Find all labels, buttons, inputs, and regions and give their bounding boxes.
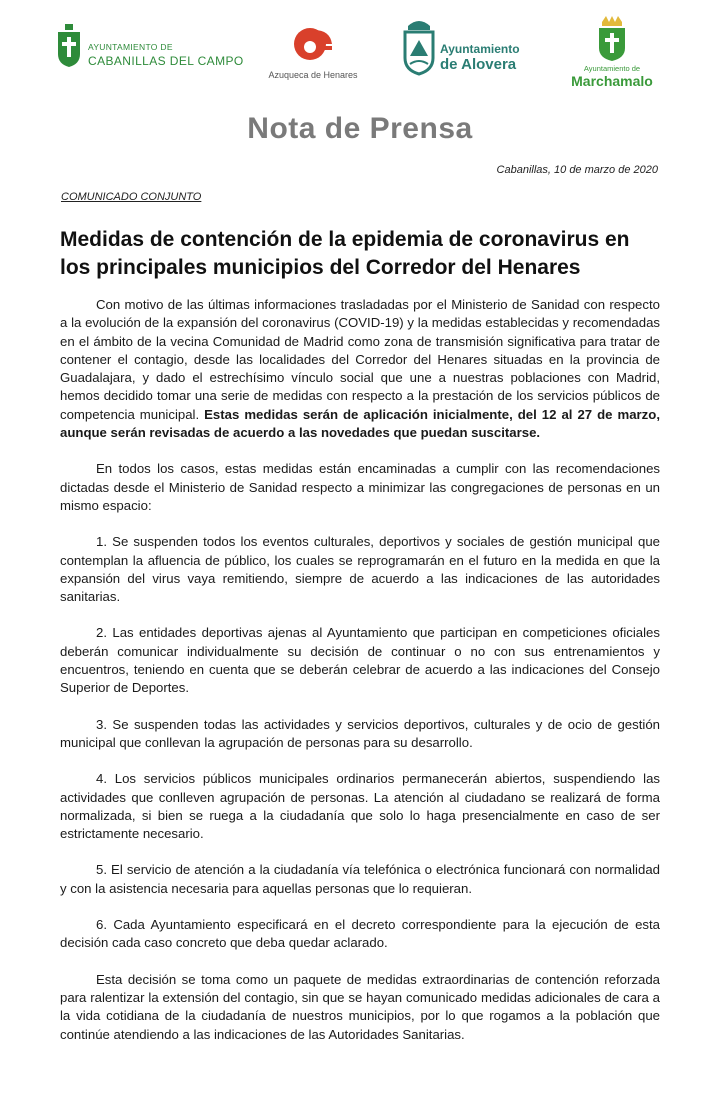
alovera-logo <box>402 16 532 82</box>
measure-paragraph: 4. Los servicios públicos municipales ordinarios permanecerán abiertos, suspendiendo las actividades que conlleven agrupación de personas. La atención al ciudadano se realizará de forma normalizada, si bien se ruega a la ciudadanía que solo lo haga presencialmente en caso de ser estrictamente necesario. <box>60 771 660 842</box>
closing-paragraph: Esta decisión se toma como un paquete de medidas extraordinarias de contención reforzada para ralentizar la extensión del contagio, sin que se hayan comunicado medidas adicionales de cara a la vida cotidiana de la ciudadanía de nuestros municipios, por lo que rogamos a la población que continúe atendiendo a las indicaciones de las Autoridades Sanitarias. <box>60 971 660 1042</box>
marchamalo-logo-line2: Marchamalo <box>571 73 653 89</box>
measure-paragraph: 1. Se suspenden todos los eventos culturales, deportivos y sociales de gestión municipal que contemplan la afluencia de público, los cuales se reprogramarán en el futuro en la medida en que la expansión del virus vaya remitiendo, siempre de acuerdo a las indicaciones de las autoridades sanitarias. <box>60 534 660 605</box>
alovera-logo-line2: de Alovera <box>440 56 517 73</box>
communique-label: COMUNICADO CONJUNTO <box>61 191 202 203</box>
intro-paragraph <box>60 296 660 442</box>
document-date: Cabanillas, 10 de marzo de 2020 <box>496 164 658 176</box>
header-logos <box>0 14 720 94</box>
alovera-logo-line1: Ayuntamiento <box>440 42 520 56</box>
marchamalo-logo-line1: Ayuntamiento de <box>583 64 641 73</box>
marchamalo-logo <box>560 16 664 92</box>
intro-text: Con motivo de las últimas informaciones trasladadas por el Ministerio de Sanidad con respecto a la evolución de la expansión del coronavirus (COVID-19) y la medidas establecidas y recomendadas en el ámbito de la vecina Comunidad de Madrid como zona de transmisión significativa para tratar de contener el contagio, desde las localidades del Corredor del Henares situadas en la provincia de Guadalajara, y dado el estrechísimo vínculo social que une a nuestras poblaciones con Madrid, hemos decidido tomar una serie de medidas con respecto a la prestación de los servicios públicos de competencia municipal. <box>60 297 660 422</box>
alovera-shield-icon <box>402 16 436 76</box>
cabanillas-shield-icon <box>56 24 82 68</box>
paragraph: En todos los casos, estas medidas están encaminadas a cumplir con las recomendaciones dictadas desde el Ministerio de Sanidad respecto a minimizar las congregaciones de personas en un mismo espacio: <box>60 461 660 513</box>
cabanillas-logo <box>56 24 246 76</box>
intro-bold-text: Estas medidas serán de aplicación inicialmente, del 12 al 27 de marzo, aunque serán revisadas de acuerdo a las novedades que puedan suscitarse. <box>60 406 660 441</box>
azuqueca-logo <box>258 26 368 82</box>
headline: Medidas de contención de la epidemia de coronavirus en los principales municipios del Corredor del Henares <box>60 228 630 279</box>
cabanillas-logo-line2: CABANILLAS DEL CAMPO <box>88 54 244 68</box>
azuqueca-logo-text: Azuqueca de Henares <box>268 70 358 80</box>
azuqueca-mark-icon <box>292 26 334 64</box>
measure-paragraph: 5. El servicio de atención a la ciudadanía vía telefónica o electrónica funcionará con normalidad y con la asistencia necesaria para aquellas personas que lo requieran. <box>60 862 660 896</box>
page-title: Nota de Prensa <box>247 112 473 145</box>
measure-paragraph: 3. Se suspenden todas las actividades y servicios deportivos, culturales y de ocio de gestión municipal que conllevan la agrupación de personas para su desarrollo. <box>60 716 660 750</box>
measure-paragraph: 2. Las entidades deportivas ajenas al Ayuntamiento que participan en competiciones oficiales deberán comunicar individualmente su decisión de continuar o no con sus entrenamientos y encuentros, teniendo en cuenta que se deberán celebrar de acuerdo a las indicaciones del Consejo Superior de Deportes. <box>60 625 660 696</box>
measure-paragraph: 6. Cada Ayuntamiento especificará en el decreto correspondiente para la ejecución de esta decisión cada caso concreto que deba quedar aclarado. <box>60 917 660 951</box>
cabanillas-logo-line1: AYUNTAMIENTO DE <box>88 42 173 52</box>
document-body <box>60 296 660 1062</box>
marchamalo-shield-icon <box>596 16 628 62</box>
